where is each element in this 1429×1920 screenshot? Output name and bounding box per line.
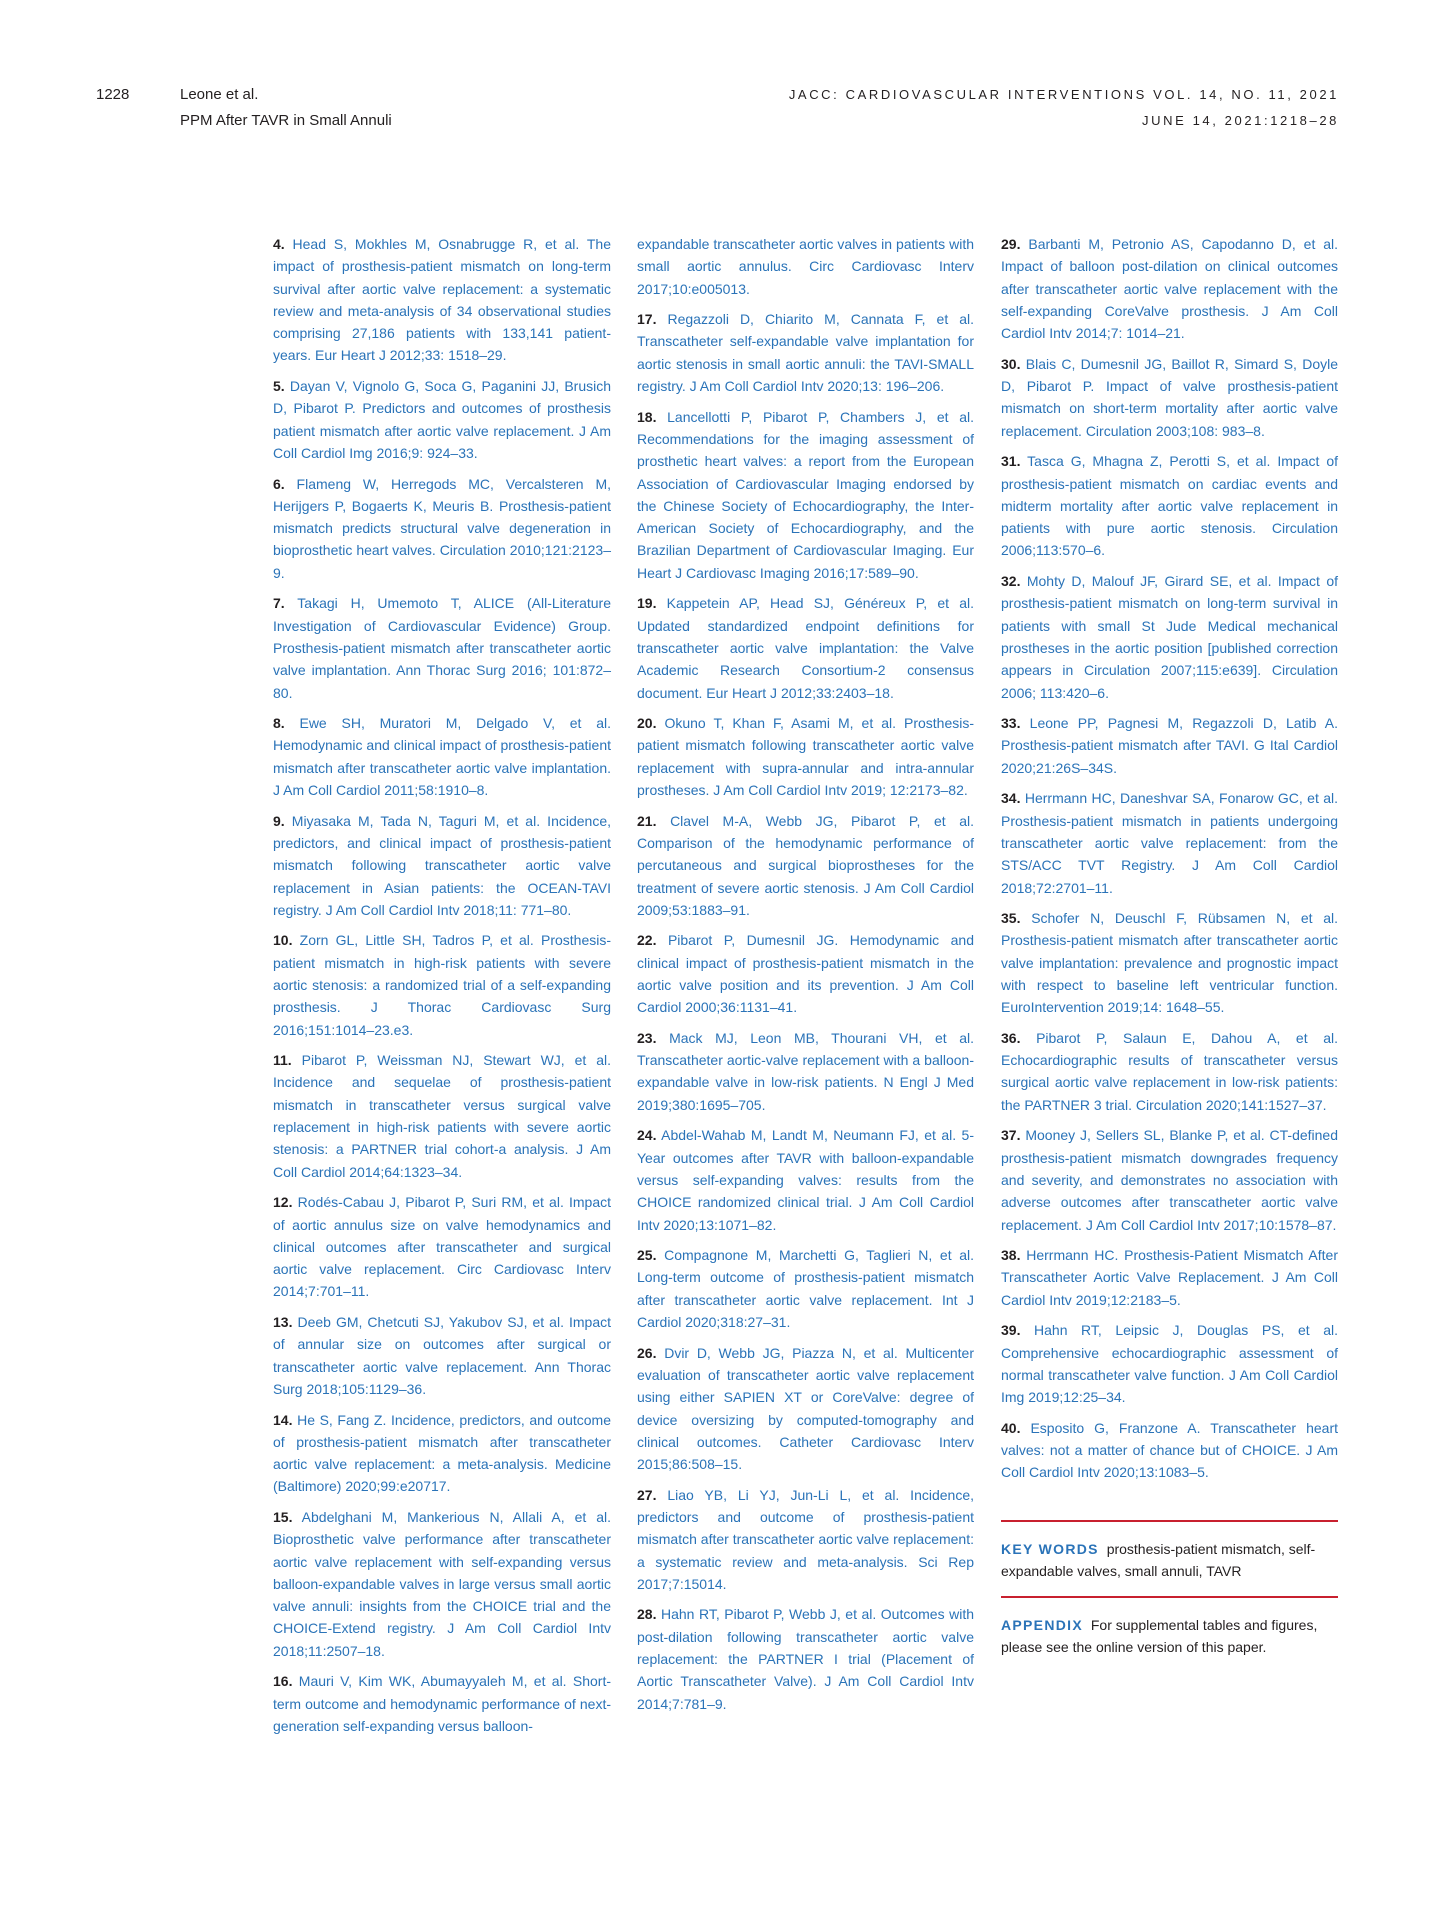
reference-text: Mack MJ, Leon MB, Thourani VH, et al. Transcatheter aortic-valve replacement with a balloon-expandable valve in low-risk patients. N Engl J Med 2019;380:1695–705. — [637, 1029, 974, 1113]
reference-text: Flameng W, Herregods MC, Vercalsteren M, Herijgers P, Bogaerts K, Meuris B. Prosthesis-patient mismatch predicts structural valve degeneration in bioprosthetic heart valves. Circulation 2010;121:2123–9. — [273, 475, 611, 581]
reference-item[interactable] — [273, 1049, 611, 1183]
reference-item[interactable] — [273, 810, 611, 921]
reference-text: Pibarot P, Dumesnil JG. Hemodynamic and clinical impact of prosthesis-patient mismatch in the aortic valve position and its prevention. J Am Coll Cardiol 2000;36:1131–41. — [637, 932, 974, 1016]
reference-text: Tasca G, Mhagna Z, Perotti S, et al. Impact of prosthesis-patient mismatch on cardiac events and midterm mortality after aortic valve replacement in patients with pure aortic stenosis. Circulation 2006;113:570–6. — [1001, 453, 1338, 559]
reference-text: Mauri V, Kim WK, Abumayyaleh M, et al. Short-term outcome and hemodynamic performance of next-generation self-expanding versus balloon- — [273, 1673, 612, 1734]
reference-number: 37. — [1001, 1127, 1021, 1144]
reference-item[interactable] — [1001, 450, 1338, 561]
reference-text: Dvir D, Webb JG, Piazza N, et al. Multicenter evaluation of transcatheter aortic valve replacement using either SAPIEN XT or CoreValve: degree of device oversizing by computed-tomography and clinical outcomes. Catheter Cardiovasc Interv 2015;86:508–15. — [637, 1344, 974, 1473]
reference-text: Clavel M-A, Webb JG, Pibarot P, et al. Comparison of the hemodynamic performance of percutaneous and surgical bioprostheses for the treatment of severe aortic stenosis. J Am Coll Cardiol 2009;53:1883–91. — [637, 812, 974, 918]
reference-text: Mohty D, Malouf JF, Girard SE, et al. Impact of prosthesis-patient mismatch on long-term survival in patients with small St Jude Medical mechanical prostheses in the aortic position [published correction appears in Circulation 2007;115:e639]. Circulation 2006; 113:420–6. — [1001, 573, 1338, 701]
references-column-2 — [637, 233, 974, 1723]
reference-number: 9. — [273, 812, 285, 829]
reference-text: Herrmann HC, Daneshvar SA, Fonarow GC, et al. Prosthesis-patient mismatch in patients undergoing transcatheter aortic valve replacement: from the STS/ACC TVT Registry. J Am Coll Cardiol 2018;72:2701–11. — [1001, 790, 1338, 896]
reference-number: 6. — [273, 475, 285, 492]
reference-number: 13. — [273, 1314, 293, 1331]
keywords-section — [1001, 1522, 1338, 1596]
reference-number: 17. — [637, 311, 657, 328]
reference-number: 11. — [273, 1052, 292, 1069]
reference-continuation[interactable]: expandable transcatheter aortic valves in patients with small aortic annulus. Circ Cardiovasc Interv 2017;10:e005013. — [637, 236, 974, 297]
reference-item[interactable] — [273, 929, 611, 1040]
reference-item[interactable] — [273, 1506, 611, 1662]
reference-text: Blais C, Dumesnil JG, Baillot R, Simard S, Doyle D, Pibarot P. Impact of valve prosthesis-patient mismatch on short-term mortality after aortic valve replacement. Circulation 2003;108: 983–8. — [1001, 355, 1339, 439]
reference-item[interactable] — [273, 1191, 611, 1302]
reference-item[interactable] — [273, 375, 611, 464]
reference-text: Leone PP, Pagnesi M, Regazzoli D, Latib A. Prosthesis-patient mismatch after TAVI. G Ital Cardiol 2020;21:26S–34S. — [1001, 715, 1339, 776]
reference-item[interactable] — [637, 308, 974, 397]
reference-number: 26. — [637, 1344, 657, 1361]
reference-number: 28. — [637, 1606, 657, 1623]
reference-number: 7. — [273, 595, 285, 612]
reference-number: 31. — [1001, 453, 1021, 470]
reference-number: 23. — [637, 1029, 657, 1046]
reference-number: 21. — [637, 812, 657, 829]
reference-item[interactable] — [273, 1311, 611, 1400]
reference-item[interactable] — [1001, 1417, 1338, 1484]
reference-text: He S, Fang Z. Incidence, predictors, and outcome of prosthesis-patient mismatch after transcatheter aortic valve replacement: a meta-analysis. Medicine (Baltimore) 2020;99:e20717. — [273, 1411, 612, 1495]
reference-text: Hahn RT, Pibarot P, Webb J, et al. Outcomes with post-dilation following transcatheter aortic valve replacement: the PARTNER I trial (Placement of Aortic Transcatheter Valve). J Am Coll Cardiol Intv 2014;7:781–9. — [637, 1606, 975, 1712]
reference-number: 39. — [1001, 1322, 1021, 1339]
reference-number: 29. — [1001, 236, 1021, 252]
reference-item[interactable] — [1001, 570, 1338, 704]
reference-text: Kappetein AP, Head SJ, Généreux P, et al. Updated standardized endpoint definitions for transcatheter aortic valve implantation: the Valve Academic Research Consortium-2 consensus document. Eur Heart J 2012;33:2403–18. — [637, 595, 974, 701]
reference-text: Regazzoli D, Chiarito M, Cannata F, et al. Transcatheter self-expandable valve implantation for aortic stenosis in small aortic annuli: the TAVI-SMALL registry. J Am Coll Cardiol Intv 2020;13: 196–206. — [637, 311, 974, 395]
reference-number: 20. — [637, 715, 657, 732]
reference-text: Abdelghani M, Mankerious N, Allali A, et al. Bioprosthetic valve performance after transcatheter aortic valve replacement with self-expanding versus balloon-expandable valves in large versus small aortic valve annuli: insights from the CHOICE trial and the CHOICE-Extend registry. J Am Coll Cardiol Intv 2018;11:2507–18. — [273, 1509, 611, 1659]
reference-number: 30. — [1001, 355, 1021, 372]
reference-item[interactable] — [1001, 1244, 1338, 1311]
reference-number: 27. — [637, 1486, 657, 1503]
reference-number: 36. — [1001, 1029, 1021, 1046]
reference-text: Lancellotti P, Pibarot P, Chambers J, et al. Recommendations for the imaging assessment of prosthetic heart valves: a report from the European Association of Cardiovascular Imaging endorsed by the Chinese Society of Echocardiography, the Inter-American Society of Echocardiography, and the Brazilian Department of Cardiovascular Imaging. Eur Heart J Cardiovasc Imaging 2016;17:589–90. — [637, 408, 974, 581]
reference-item[interactable] — [1001, 1027, 1338, 1116]
reference-item[interactable] — [637, 810, 974, 921]
reference-text: Deeb GM, Chetcuti SJ, Yakubov SJ, et al. Impact of annular size on outcomes after surgical or transcatheter aortic valve replacement. Ann Thorac Surg 2018;105:1129–36. — [273, 1314, 611, 1397]
reference-number: 14. — [273, 1411, 293, 1428]
appendix-text: For supplemental tables and figures, please see the online version of this paper. — [1001, 1616, 1318, 1655]
reference-text: Abdel-Wahab M, Landt M, Neumann FJ, et al. 5-Year outcomes after TAVR with balloon-expandable versus self-expanding valves: results from the CHOICE randomized clinical trial. J Am Coll Cardiol Intv 2020;13:1071–82. — [637, 1127, 974, 1233]
journal-name: JACC: CARDIOVASCULAR INTERVENTIONS VOL. 14, NO. 11, 2021 — [788, 87, 1339, 102]
reference-number: 40. — [1001, 1419, 1021, 1436]
reference-text: Liao YB, Li YJ, Jun-Li L, et al. Incidence, predictors and outcome of prosthesis-patient mismatch after transcatheter aortic valve replacement: a systematic review and meta-analysis. Sci Rep 2017;7:15014. — [637, 1486, 975, 1592]
reference-number: 22. — [637, 932, 657, 949]
appendix-label: APPENDIX — [1001, 1616, 1083, 1633]
reference-item[interactable] — [273, 592, 611, 703]
reference-text: Takagi H, Umemoto T, ALICE (All-Literature Investigation of Cardiovascular Evidence) Group. Prosthesis-patient mismatch after transcatheter aortic valve implantation. Ann Thorac Surg 2016; 101:872–80. — [273, 595, 611, 701]
reference-number: 8. — [273, 715, 285, 732]
reference-item[interactable] — [1001, 712, 1338, 779]
reference-text: Compagnone M, Marchetti G, Taglieri N, et al. Long-term outcome of prosthesis-patient mismatch after transcatheter aortic valve replacement. Int J Cardiol 2020;318:27–31. — [637, 1247, 974, 1331]
reference-number: 18. — [637, 408, 657, 425]
running-author: Leone et al. — [180, 86, 259, 103]
reference-number: 24. — [637, 1127, 657, 1144]
reference-number: 10. — [273, 932, 293, 949]
reference-text: Ewe SH, Muratori M, Delgado V, et al. Hemodynamic and clinical impact of prosthesis-patient mismatch after transcatheter aortic valve implantation. J Am Coll Cardiol 2011;58:1910–8. — [273, 715, 611, 799]
reference-item[interactable] — [637, 929, 974, 1018]
reference-item[interactable] — [273, 1670, 611, 1737]
reference-item[interactable] — [637, 712, 974, 801]
keywords-text: prosthesis-patient mismatch, self-expandable valves, small annuli, TAVR — [1001, 1540, 1316, 1579]
reference-text: Esposito G, Franzone A. Transcatheter heart valves: not a matter of chance but of CHOICE. J Am Coll Cardiol Intv 2020;13:1083–5. — [1001, 1419, 1338, 1481]
reference-number: 12. — [273, 1194, 293, 1211]
reference-item[interactable] — [637, 1484, 974, 1595]
reference-number: 19. — [637, 595, 657, 612]
reference-number: 16. — [273, 1673, 293, 1690]
reference-text: Miyasaka M, Tada N, Taguri M, et al. Incidence, predictors, and clinical impact of prosthesis-patient mismatch following transcatheter aortic valve replacement in Asian patients: the OCEAN-TAVI registry. J Am Coll Cardiol Intv 2018;11: 771–80. — [273, 812, 611, 918]
reference-number: 15. — [273, 1509, 293, 1525]
reference-item[interactable] — [273, 233, 611, 367]
reference-item[interactable] — [273, 473, 611, 584]
reference-text: Mooney J, Sellers SL, Blanke P, et al. CT-defined prosthesis-patient mismatch downgrades frequency and severity, and demonstrates no association with adverse outcomes after transcatheter aortic valve replacement. J Am Coll Cardiol Intv 2017;10:1578–87. — [1001, 1127, 1338, 1233]
reference-text: Schofer N, Deuschl F, Rübsamen N, et al. Prosthesis-patient mismatch after transcatheter aortic valve implantation: prevalence and prognostic impact with respect to baseline left ventricular function. EuroIntervention 2019;14: 1648–55. — [1001, 910, 1339, 1016]
reference-item[interactable] — [637, 1342, 974, 1476]
reference-text: Pibarot P, Weissman NJ, Stewart WJ, et al. Incidence and sequelae of prosthesis-patient mismatch in transcatheter versus surgical valve replacement in high-risk patients with severe aortic stenosis: a PARTNER trial cohort-a analysis. J Am Coll Cardiol 2014;64:1323–34. — [273, 1052, 612, 1180]
reference-text: Hahn RT, Leipsic J, Douglas PS, et al. Comprehensive echocardiographic assessment of normal transcatheter valve function. J Am Coll Cardiol Img 2019;12:25–34. — [1001, 1322, 1338, 1406]
reference-text: Zorn GL, Little SH, Tadros P, et al. Prosthesis-patient mismatch in high-risk patients with severe aortic stenosis: a randomized trial of a self-expanding prosthesis. J Thorac Cardiovasc Surg 2016;151:1014–23.e3. — [273, 932, 611, 1038]
reference-number: 25. — [637, 1247, 657, 1264]
page-number: 1228 — [96, 86, 130, 103]
references-column-1 — [273, 233, 611, 1746]
reference-item[interactable] — [1001, 787, 1338, 898]
reference-item[interactable] — [637, 1244, 974, 1333]
reference-item[interactable] — [273, 1409, 611, 1498]
appendix-section — [1001, 1598, 1338, 1672]
reference-number: 4. — [273, 236, 285, 252]
reference-item[interactable] — [1001, 1124, 1338, 1235]
reference-text: Rodés-Cabau J, Pibarot P, Suri RM, et al. Impact of aortic annulus size on valve hemodynamics and clinical outcomes after transcatheter and surgical aortic valve replacement. Circ Cardiovasc Interv 2014;7:701–11. — [273, 1194, 612, 1300]
reference-item[interactable] — [1001, 1319, 1338, 1408]
reference-number: 5. — [273, 378, 285, 395]
reference-number: 34. — [1001, 790, 1021, 807]
reference-item[interactable] — [637, 1603, 974, 1714]
reference-item[interactable] — [637, 406, 974, 584]
reference-text: Head S, Mokhles M, Osnabrugge R, et al. The impact of prosthesis-patient mismatch on long-term survival after aortic valve replacement: a systematic review and meta-analysis of 34 observational studies comprising 27,186 patients with 133,141 patient-years. Eur Heart J 2012;33: 1518–29. — [273, 236, 611, 364]
reference-item[interactable] — [1001, 233, 1338, 344]
reference-number: 35. — [1001, 910, 1021, 927]
reference-text: Dayan V, Vignolo G, Soca G, Paganini JJ, Brusich D, Pibarot P. Predictors and outcomes of prosthesis patient mismatch after aortic valve replacement. J Am Coll Cardiol Img 2016;9: 924–33. — [273, 378, 611, 461]
reference-number: 38. — [1001, 1247, 1021, 1264]
reference-text: Barbanti M, Petronio AS, Capodanno D, et al. Impact of balloon post-dilation on clinical outcomes after transcatheter aortic valve replacement with the self-expanding CoreValve prosthesis. J Am Coll Cardiol Intv 2014;7: 1014–21. — [1001, 236, 1338, 342]
reference-item[interactable] — [637, 1027, 974, 1116]
reference-text: Herrmann HC. Prosthesis-Patient Mismatch After Transcatheter Aortic Valve Replacement. J Am Coll Cardiol Intv 2019;12:2183–5. — [1001, 1247, 1338, 1308]
reference-item[interactable] — [1001, 353, 1338, 442]
keywords-label: KEY WORDS — [1001, 1540, 1099, 1557]
reference-text: Pibarot P, Salaun E, Dahou A, et al. Echocardiographic results of transcatheter versus surgical aortic valve replacement in low-risk patients: the PARTNER 3 trial. Circulation 2020;141:1527–37. — [1001, 1029, 1338, 1113]
reference-text: Okuno T, Khan F, Asami M, et al. Prosthesis-patient mismatch following transcatheter aortic valve replacement with supra-annular and intra-annular prostheses. J Am Coll Cardiol Intv 2019; 12:2173–82. — [637, 715, 975, 799]
reference-item[interactable] — [637, 1124, 974, 1235]
reference-number: 32. — [1001, 573, 1021, 590]
reference-item[interactable] — [637, 592, 974, 703]
journal-date: JUNE 14, 2021:1218–28 — [1142, 113, 1339, 128]
reference-item[interactable] — [1001, 907, 1338, 1018]
references-column-3 — [1001, 233, 1338, 1672]
reference-item[interactable] — [273, 712, 611, 801]
reference-number: 33. — [1001, 715, 1021, 732]
running-title: PPM After TAVR in Small Annuli — [180, 112, 392, 129]
